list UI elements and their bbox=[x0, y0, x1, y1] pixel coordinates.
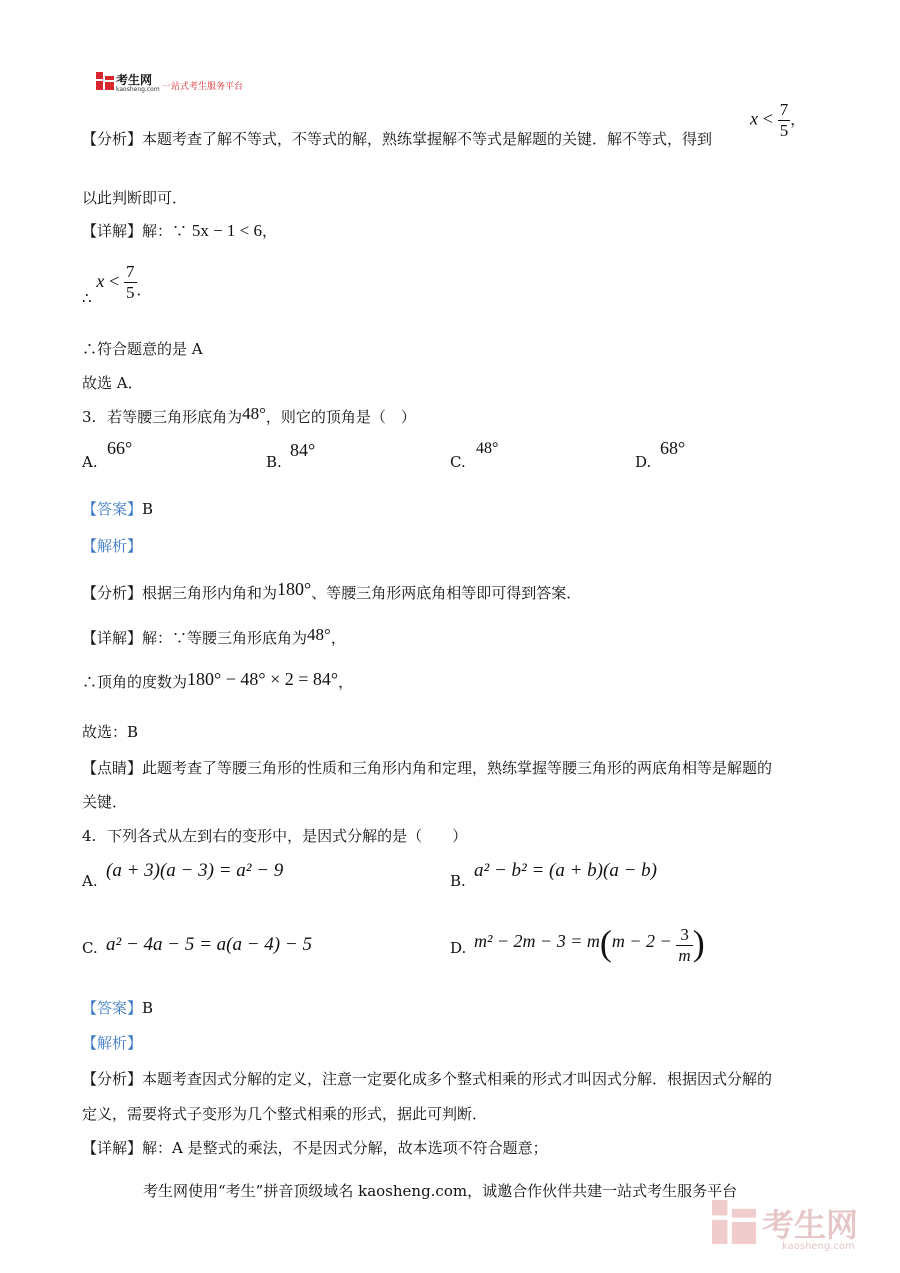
q2-detail-line: 【详解】解：∵ 5x − 1 < 6， bbox=[82, 221, 278, 240]
q4-option-a: (a + 3)(a − 3) = a² − 9 bbox=[106, 860, 284, 881]
logo-name: 考生网 bbox=[116, 73, 153, 87]
math-angle: 48° bbox=[242, 404, 266, 423]
fraction: $\frac{7}{5}$ bbox=[126, 262, 135, 302]
q2-choice: 故选 A． bbox=[82, 374, 143, 392]
answer-value: B bbox=[142, 500, 154, 518]
q3-stem: 3. 若等腰三角形底角为48°，则它的顶角是（ ） bbox=[82, 404, 416, 426]
math-expression: 180° − 48° × 2 = 84° bbox=[187, 669, 339, 689]
therefore-symbol: ∴ bbox=[82, 288, 92, 307]
detail-tag: 【详解】 bbox=[82, 629, 143, 647]
watermark-domain: kaosheng.com bbox=[782, 1241, 855, 1252]
q2-analysis-end: 以此判断即可． bbox=[82, 189, 188, 207]
option-a-label: A. bbox=[82, 453, 98, 471]
math-var: x bbox=[750, 108, 758, 129]
q4-jiexi-tag: 【解析】 bbox=[82, 1034, 143, 1052]
q4-analysis-end: 定义，需要将式子变形为几个整式相乘的形式，据此可判断． bbox=[82, 1105, 488, 1123]
option-b-value: 84° bbox=[290, 440, 316, 460]
analysis-tag: 【分析】 bbox=[82, 1070, 143, 1088]
question-number: 4. bbox=[82, 827, 97, 845]
q4-stem: 4. 下列各式从左到右的变形中，是因式分解的是（ ） bbox=[82, 827, 468, 845]
logo-tagline: 一站式考生服务平台 bbox=[162, 82, 244, 92]
q3-answer bbox=[82, 498, 153, 519]
q2-conclusion: ∴符合题意的是 A bbox=[82, 340, 203, 358]
q4-option-b: a² − b² = (a + b)(a − b) bbox=[474, 860, 657, 881]
q3-detail: 【详解】解：∵等腰三角形底角为48°， bbox=[82, 625, 346, 647]
analysis-tag: 【分析】 bbox=[82, 584, 143, 602]
answer-tag: 【答案】 bbox=[82, 999, 143, 1017]
option-a-value: 66° bbox=[107, 438, 133, 458]
q4-option-d: m² − 2m − 3 = m(m − 2 − $\frac{3}{m}$ ) bbox=[474, 923, 705, 965]
analysis-tag: 【分析】 bbox=[82, 130, 143, 148]
fraction: $\frac{3}{m}$ bbox=[678, 924, 691, 965]
option-c-value: 48° bbox=[476, 440, 499, 457]
math-op: < bbox=[762, 108, 773, 129]
detail-tag: 【详解】 bbox=[82, 222, 143, 240]
q4-option-a-label: A. bbox=[82, 872, 98, 890]
q3-comment-end: 关键． bbox=[82, 793, 128, 811]
q4-option-c-label: C. bbox=[82, 939, 98, 957]
math-expression: 5x − 1 < 6 bbox=[191, 221, 262, 240]
q4-answer bbox=[82, 997, 153, 1018]
option-d-label: D. bbox=[635, 453, 652, 471]
detail-tag: 【详解】 bbox=[82, 1139, 143, 1157]
watermark-name: 考生网 bbox=[762, 1206, 859, 1244]
option-b-label: B. bbox=[266, 453, 282, 471]
q3-comment: 【点睛】此题考查了等腰三角形的性质和三角形内角和定理，熟练掌握等腰三角形的两底角相等是解题的 bbox=[82, 759, 773, 777]
option-c-label: C. bbox=[450, 453, 466, 471]
q4-analysis: 【分析】本题考查因式分解的定义，注意一定要化成多个整式相乘的形式才叫因式分解．根据因式分解的 bbox=[82, 1070, 773, 1088]
q3-analysis: 【分析】根据三角形内角和为180°、等腰三角形两底角相等即可得到答案． bbox=[82, 579, 582, 602]
q3-jiexi-tag: 【解析】 bbox=[82, 537, 143, 555]
detail-text: 解：∵ bbox=[142, 222, 188, 240]
q2-analysis-line bbox=[82, 128, 712, 149]
footer-text: 考生网使用“考生”拼音顶级域名 kaosheng.com，诚邀合作伙伴共建一站式考生服务平台 bbox=[143, 1182, 738, 1200]
analysis-text: 本题考查了解不等式，不等式的解，熟练掌握解不等式是解题的关键．解不等式，得到 bbox=[142, 130, 713, 148]
question-number: 3. bbox=[82, 408, 97, 426]
math-var: x bbox=[96, 270, 105, 291]
q3-calc: ∴顶角的度数为180° − 48° × 2 = 84°， bbox=[82, 669, 354, 691]
watermark-logo-icon bbox=[712, 1200, 756, 1244]
answer-tag: 【答案】 bbox=[82, 500, 143, 518]
q4-option-b-label: B. bbox=[450, 872, 466, 890]
q3-choice: 故选：B bbox=[82, 723, 139, 741]
option-d-value: 68° bbox=[660, 438, 686, 458]
q4-option-c: a² − 4a − 5 = a(a − 4) − 5 bbox=[106, 934, 312, 955]
fraction: $\frac{7}{5}$ bbox=[779, 100, 789, 140]
q2-therefore-line: ∴ x < $\frac{7}{5}$ ． bbox=[82, 262, 152, 307]
math-op: < bbox=[109, 270, 120, 291]
q4-option-d-label: D. bbox=[450, 939, 467, 957]
answer-value: B bbox=[142, 999, 154, 1017]
comment-tag: 【点睛】 bbox=[82, 759, 143, 777]
math-angle: 48° bbox=[307, 625, 331, 644]
q2-analysis-inequality: x < $\frac{7}{5}$ ， bbox=[750, 100, 806, 140]
logo-domain: kaosheng.com bbox=[116, 86, 160, 93]
logo-icon bbox=[96, 72, 114, 90]
q4-detail: 【详解】解：A 是整式的乘法，不是因式分解，故本选项不符合题意； bbox=[82, 1139, 548, 1157]
math-angle: 180° bbox=[277, 579, 312, 599]
